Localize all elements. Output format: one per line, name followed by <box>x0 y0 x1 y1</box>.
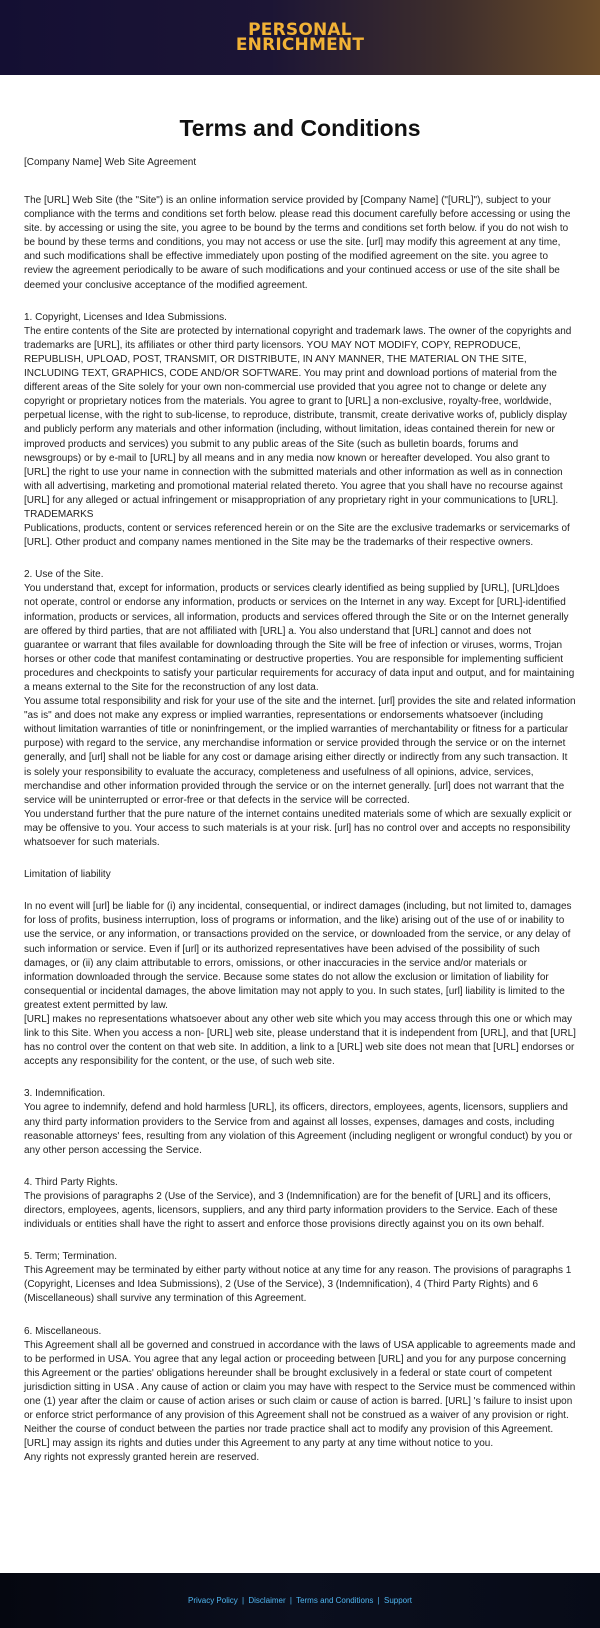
section-paragraph: You understand that, except for information, products or services clearly identified as being supplied by [URL], [URL]does not operate, control or endorse any information, products or services on the Internet in any way. Except for [URL]-identified information, products or services, all information, products and services offered through the Site or on the Internet generally are offered by third parties, that are not affiliated with [URL] a. You also understand that [URL] cannot and does not guarantee or warrant that files available for downloading through the Site will be free of infection or viruses, worms, Trojan horses or other code that manifest contaminating or destructive properties. You are responsible for implementing sufficient procedures and checkpoints to satisfy your particular requirements for accuracy of data input and output, and for maintaining a means external to the Site for the reconstruction of any lost data. <box>24 583 575 693</box>
section-paragraph: You understand further that the pure nature of the internet contains unedited materials some of which are sexually explicit or may be offensive to you. Your access to such materials is at your risk. [url] has no control over and accepts no responsibility whatsoever for such materials. <box>24 808 572 849</box>
section-paragraph: You assume total responsibility and risk for your use of the site and the internet. [url] provides the site and related information "as is" and does not make any express or implied warranties, representations or endorsements whatsoever (including without limitation warranties of title or noninfringement, or the implied warranties of merchantability or fitness for a particular purpose) with regard to the service, any merchandise information or service provided through the service or on the internet generally, and [url] shall not be liable for any cost or damage arising either directly or indirectly from any such transaction. It is solely your responsibility to evaluate the accuracy, completeness and usefulness of all opinions, advice, services, merchandise and other information provided through the service or on the internet generally. [url] does not warrant that the service will be uninterrupted or error-free or that defects in the service will be corrected. <box>24 696 576 806</box>
logo-line-1: PERSONAL <box>248 19 352 40</box>
intro-section <box>24 194 576 293</box>
section-copyright <box>24 311 576 551</box>
intro-paragraph: The [URL] Web Site (the "Site") is an online information service provided by [Company Name] ("[URL]"), subject to your compliance with the terms and conditions set forth below. please read this document carefully before accessing or using the site. by accessing or using the site, you agree to be bound by the terms and conditions set forth below. if you do not wish to be bound by these terms and conditions, you may not access or use the site. [url] may modify this agreement at any time, and such modifications shall be effective immediately upon posting of the modified agreement on the site. you agree to review the agreement periodically to be aware of such modifications and your continued access or use of the site shall be deemed your conclusive acceptance of the modified agreement. <box>24 195 571 291</box>
section-paragraph: You agree to indemnify, defend and hold harmless [URL], its officers, directors, employees, agents, licensors, suppliers and any third party information providers to the Service from and against all losses, expenses, damages and costs, including reasonable attorneys' fees, resulting from any violation of this Agreement (including negligent or wrongful conduct) by you or any other person accessing the Service. <box>24 1102 573 1156</box>
footer-separator: | <box>377 1596 380 1605</box>
page-title: Terms and Conditions <box>179 115 421 141</box>
footer-separator: | <box>242 1596 245 1605</box>
section-paragraph: The provisions of paragraphs 2 (Use of the Service), and 3 (Indemnification) are for the benefit of [URL] and its officers, directors, employees, agents, licensors, suppliers, and any third party information providers to the Service. Each of these individuals or entities shall have the right to assert and enforce those provisions directly against you on its own behalf. <box>24 1190 558 1231</box>
section-paragraph: Any rights not expressly granted herein are reserved. <box>24 1452 260 1464</box>
footer-link-terms[interactable]: Terms and Conditions <box>296 1596 374 1605</box>
section-indemnification <box>24 1087 576 1157</box>
section-paragraph: This Agreement may be terminated by either party without notice at any time for any reason. The provisions of paragraphs 1 (Copyright, Licenses and Idea Submissions), 2 (Use of the Service), 3 (Indemnification), 4 (Third Party Rights) and 6 (Miscellaneous) shall survive any termination of this Agreement. <box>24 1265 572 1305</box>
section-misc <box>24 1325 576 1466</box>
section-heading: 1. Copyright, Licenses and Idea Submissions. <box>24 311 227 323</box>
footer-link-disclaimer[interactable]: Disclaimer <box>248 1596 286 1605</box>
site-logo[interactable] <box>235 19 365 55</box>
section-heading: 2. Use of the Site. <box>24 569 104 581</box>
section-paragraph: [URL] makes no representations whatsoever about any other web site which you may access through this one or which may link to this Site. When you access a non- [URL] web site, please understand that it is independent from [URL], and that [URL] has no control over the content on that web site. In addition, a link to a [URL] web site does not mean that [URL] endorses or accepts any responsibility for the content, or the use, of such web site. <box>24 1013 576 1068</box>
section-third-party <box>24 1176 576 1232</box>
site-header <box>0 0 600 75</box>
footer-link-privacy-policy[interactable]: Privacy Policy <box>187 1596 238 1605</box>
main-content <box>0 75 600 1466</box>
section-heading: 3. Indemnification. <box>24 1088 106 1100</box>
section-liability-heading <box>24 868 576 882</box>
footer-links <box>188 1596 412 1605</box>
section-paragraph: Publications, products, content or services referenced herein or on the Site are the exclusive trademarks or servicemarks of [URL]. Other product and company names mentioned in the Site may be the trademarks of their respective owners. <box>24 523 570 549</box>
section-paragraph: In no event will [url] be liable for (i) any incidental, consequential, or indirect damages (including, but not limited to, damages for loss of profits, business interruption, loss of programs or information, and the like) arising out of the use of or inability to use the service, or any information, or transactions provided on the service, or downloaded from the service, or any delay of such information or service. Even if [url] or its authorized representatives have been advised of the possibility of such damages, or (ii) any claim attributable to errors, omissions, or other inaccuracies in the service and/or materials or information downloaded through the service. Because some states do not allow the exclusion or limitation of liability for consequential or incidental damages, the above limitation may not apply to you. In such states, [url] liability is limited to the greatest extent permitted by law. <box>24 901 572 1011</box>
trademarks-heading: TRADEMARKS <box>24 508 94 520</box>
section-term <box>24 1250 576 1306</box>
section-heading: Limitation of liability <box>24 869 111 881</box>
agreement-subtitle: [Company Name] Web Site Agreement <box>24 157 197 168</box>
section-use <box>24 568 576 850</box>
logo-line-2: ENRICHMENT <box>235 34 365 55</box>
section-heading: 5. Term; Termination. <box>24 1251 118 1263</box>
section-heading: 6. Miscellaneous. <box>24 1325 102 1337</box>
section-heading: 4. Third Party Rights. <box>24 1176 118 1188</box>
section-liability <box>24 900 576 1069</box>
footer-link-support[interactable]: Support <box>383 1596 413 1605</box>
section-paragraph: This Agreement shall all be governed and construed in accordance with the laws of USA applicable to agreements made and to be performed in USA. You agree that any legal action or proceeding between [URL] and you for any purpose concerning this Agreement or the parties' obligations hereunder shall be brought exclusively in a federal or state court of competent jurisdiction sitting in USA . Any cause of action or claim you may have with respect to the Service must be commenced within one (1) year after the claim or cause of action arises or such claim or cause of action is barred. [URL] 's failure to insist upon or enforce strict performance of any provision of this Agreement shall not be construed as a waiver of any provision or right. Neither the course of conduct between the parties nor trade practice shall act to modify any provision of this Agreement. [URL] may assign its rights and duties under this Agreement to any party at any time without notice to you. <box>24 1339 576 1450</box>
section-paragraph: The entire contents of the Site are protected by international copyright and trademark laws. The owner of the copyrights and trademarks are [URL], its affiliates or other third party licensors. YOU MAY NOT MODIFY, COPY, REPRODUCE, REPUBLISH, UPLOAD, POST, TRANSMIT, OR DISTRIBUTE, IN ANY MANNER, THE MATERIAL ON THE SITE, INCLUDING TEXT, GRAPHICS, CODE AND/OR SOFTWARE. You may print and download portions of material from the different areas of the Site solely for your own non-commercial use provided that you agree not to change or delete any copyright or proprietary notices from the materials. You agree to grant to [URL] a non-exclusive, royalty-free, worldwide, perpetual license, with the right to sub-license, to reproduce, distribute, transmit, create derivative works of, publicly display and publicly perform any materials and other information (including, without limitation, ideas contained therein for new or improved products and services) you submit to any public areas of the Site (such as bulletin boards, forums and newsgroups) or by e-mail to [URL] by all means and in any media now known or hereafter developed. You also grant to [URL] the right to use your name in connection with the submitted materials and other information as well as in connection with all advertising, marketing and promotional material related thereto. You agree that you shall have no recourse against [URL] for any alleged or actual infringement or misappropriation of any proprietary right in your communications to [URL]. <box>24 325 572 506</box>
footer-separator: | <box>289 1596 292 1605</box>
site-footer <box>0 1573 600 1628</box>
